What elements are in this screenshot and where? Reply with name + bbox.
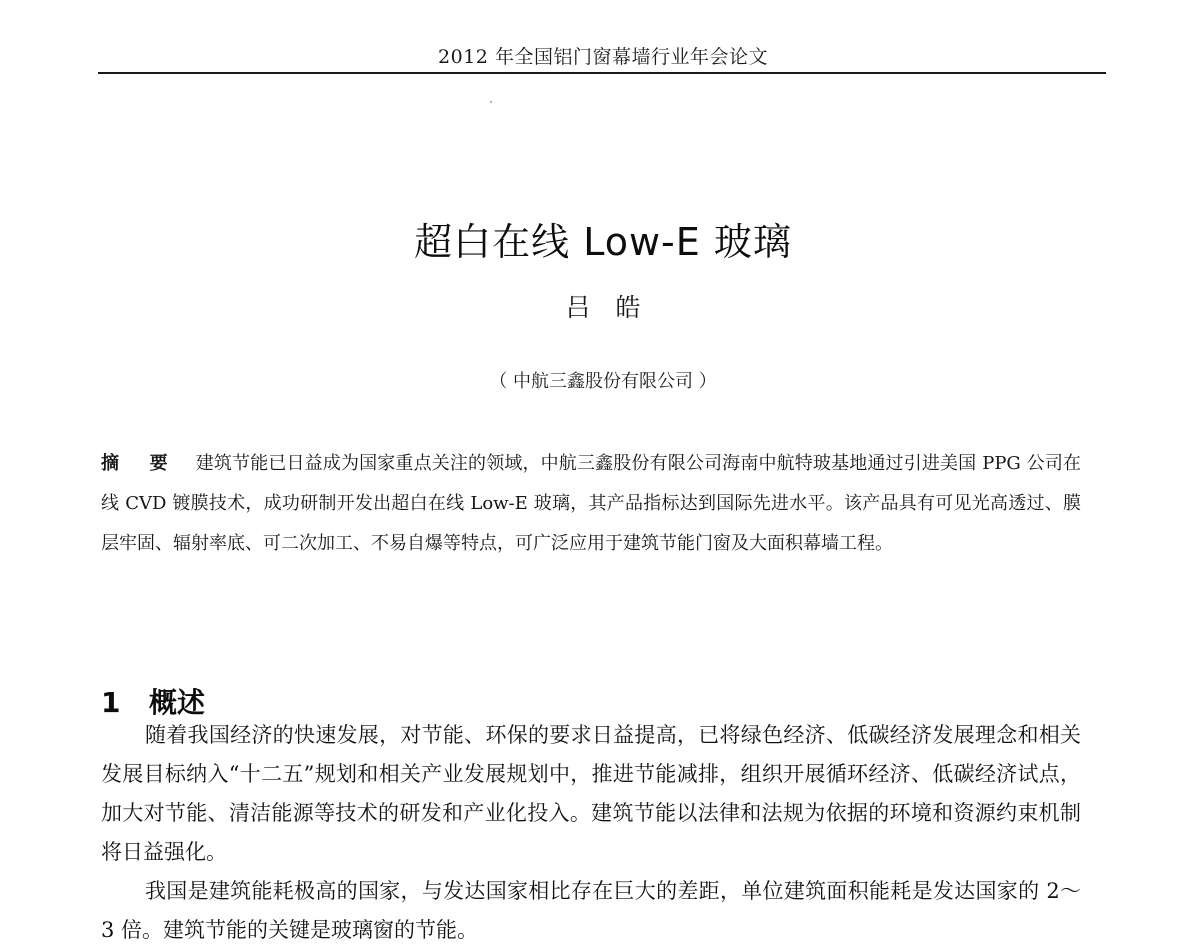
section-title: 概述 [149, 686, 206, 720]
author-name: 吕 皓 [565, 293, 641, 322]
abstract [101, 444, 1081, 564]
header-rule [98, 72, 1106, 74]
scan-speck [490, 101, 492, 103]
abstract-text: 建筑节能已日益成为国家重点关注的领域，中航三鑫股份有限公司海南中航特玻基地通过引进美国 PPG 公司在线 CVD 镀膜技术，成功研制开发出超白在线 Low-E 玻璃，其产品指标达到国际先进水平。该产品具有可见光高透过、膜层牢固、辐射率底、可二次加工、不易自爆等特点，可广泛应用于建筑节能门窗及大面积幕墙工程。 [101, 453, 1081, 554]
abstract-label: 摘 要 [101, 453, 180, 474]
paper-title: 超白在线 Low-E 玻璃 [414, 220, 792, 265]
body-paragraph-2: 我国是建筑能耗极高的国家，与发达国家相比存在巨大的差距，单位建筑面积能耗是发达国家的 2～3 倍。建筑节能的关键是玻璃窗的节能。 [101, 879, 1081, 942]
running-header: 2012 年全国铝门窗幕墙行业年会论文 [438, 46, 768, 68]
section-number: 1 [101, 686, 121, 720]
author-affiliation: （ 中航三鑫股份有限公司 ） [489, 371, 717, 392]
section-body [101, 716, 1081, 950]
body-paragraph-1: 随着我国经济的快速发展，对节能、环保的要求日益提高，已将绿色经济、低碳经济发展理念和相关发展目标纳入“十二五”规划和相关产业发展规划中，推进节能减排，组织开展循环经济、低碳经济试点，加大对节能、清洁能源等技术的研发和产业化投入。建筑节能以法律和法规为依据的环境和资源约束机制将日益强化。 [101, 723, 1081, 864]
